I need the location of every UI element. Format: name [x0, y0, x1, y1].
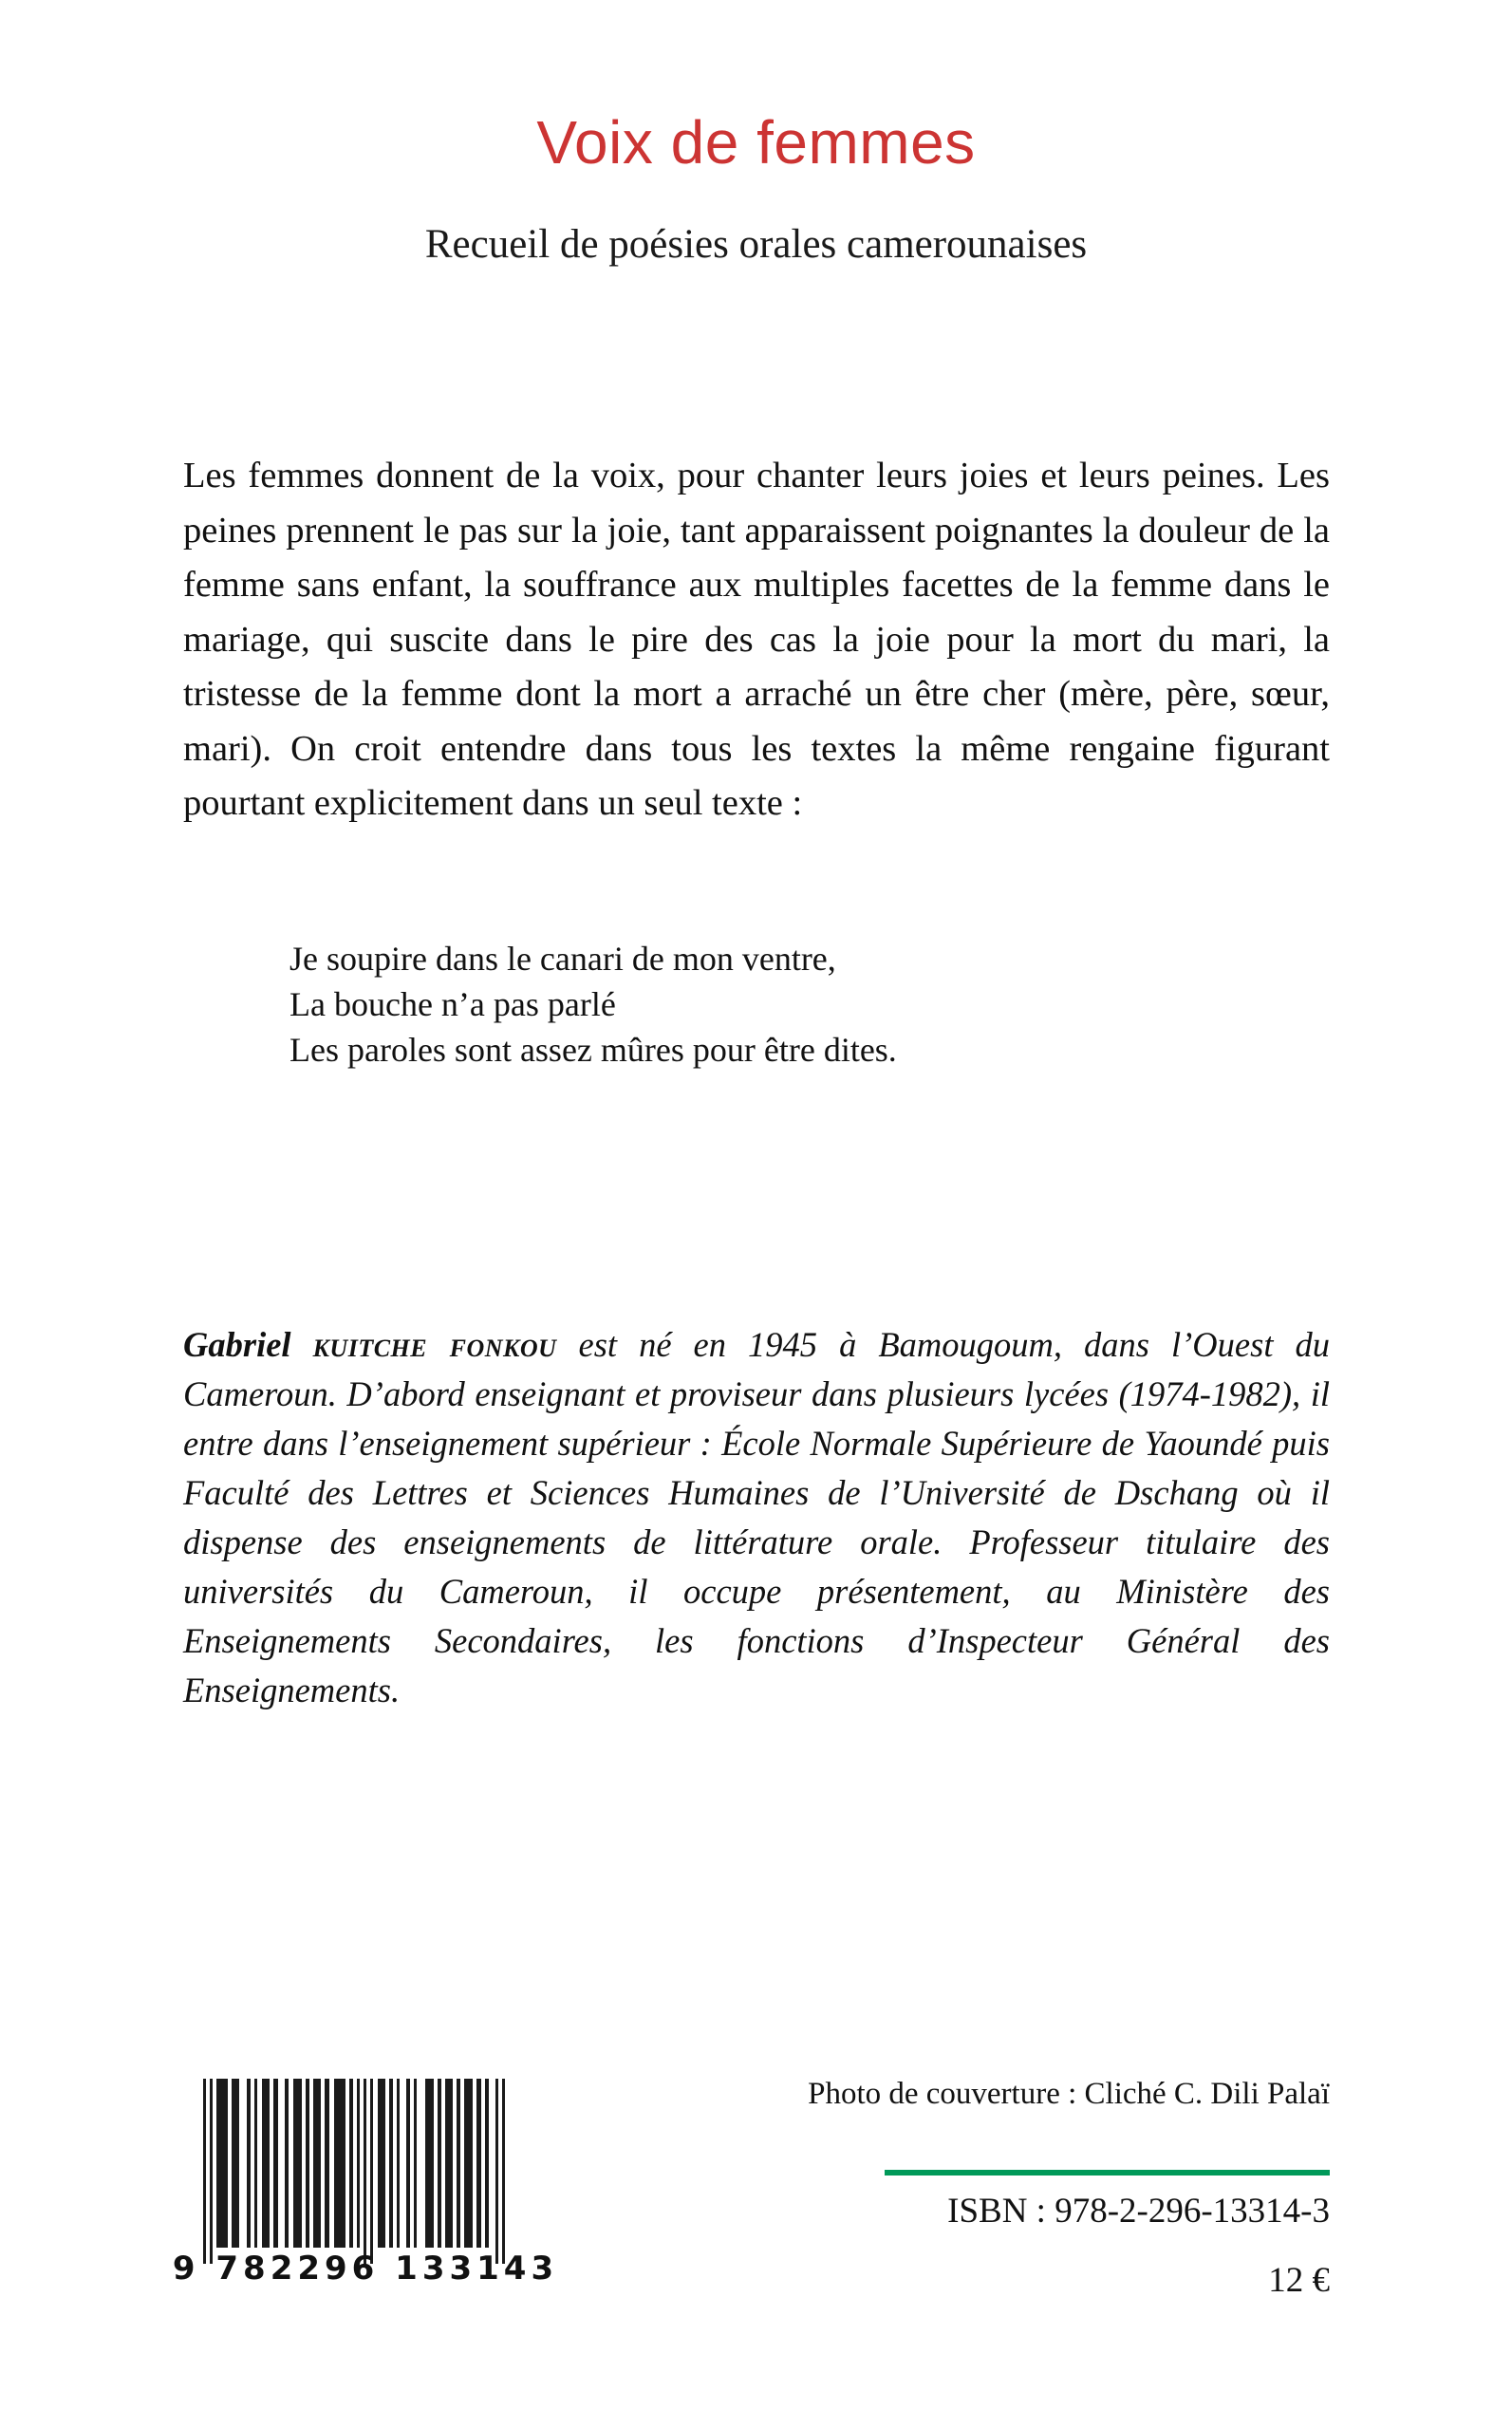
book-subtitle: Recueil de poésies orales camerounaises [424, 222, 1088, 267]
isbn-barcode [199, 2079, 532, 2278]
author-first-name: Gabriel [183, 1325, 291, 1364]
author-last-name: kuitche fonkou [312, 1325, 557, 1364]
poem-excerpt [289, 936, 1334, 1073]
poem-line: Je soupire dans le canari de mon ventre, [289, 940, 836, 978]
barcode-digits: 9 782296 133143 [172, 2250, 559, 2288]
book-title: Voix de femmes [536, 108, 976, 177]
author-biography [183, 1320, 1330, 1715]
author-bio-text: est né en 1945 à Bamougoum, dans l’Ouest du Cameroun. D’abord enseignant et proviseur dans plusieurs lycées (1974-1982), il entre dans l’enseignement supérieur : École Normale Supérieure de Yaoundé puis Faculté des Lettres et Sciences Humaines de l’Université de Dschang où il dispense des enseignements de littérature orale. Professeur titulaire des universités du Cameroun, il occupe présentement, au Ministère des Enseignements Secondaires, les fonctions d’Inspecteur Général des Enseignements. [183, 1325, 1331, 1709]
price-text: 12 € [1268, 2261, 1330, 2300]
isbn-text: ISBN : 978-2-296-13314-3 [947, 2192, 1330, 2231]
poem-line: Les paroles sont assez mûres pour être dites. [289, 1031, 897, 1069]
blurb-paragraph: Les femmes donnent de la voix, pour chanter leurs joies et leurs peines. Les peines prennent le pas sur la joie, tant apparaissent poignantes la douleur de la femme sans enfant, la souffrance aux multiples facettes de la femme dans le mariage, qui suscite dans le pire des cas la joie pour la mort du mari, la tristesse de la femme dont la mort a arraché un être cher (mère, père, sœur, mari). On croit entendre dans tous les textes la même rengaine figurant pourtant explicitement dans un seul texte : [183, 456, 1330, 823]
cover-photo-credit: Photo de couverture : Cliché C. Dili Palaï [808, 2077, 1330, 2111]
poem-line: La bouche n’a pas parlé [289, 985, 616, 1023]
footer-divider [885, 2170, 1330, 2176]
